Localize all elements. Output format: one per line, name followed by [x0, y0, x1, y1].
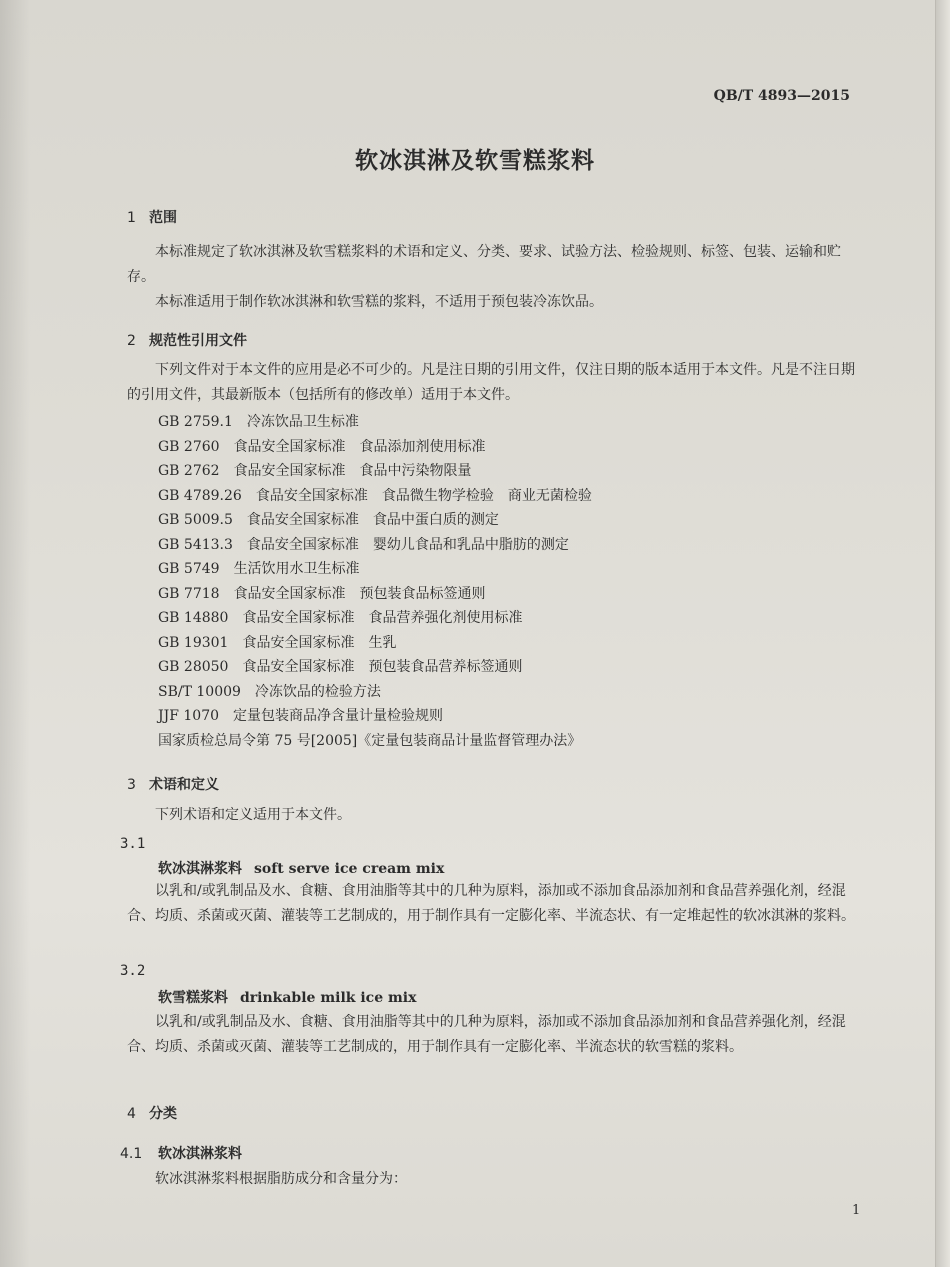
reference-code: GB 2762 — [158, 463, 220, 479]
section-4-heading — [127, 1103, 177, 1123]
section-2-title: 规范性引用文件 — [149, 333, 247, 349]
section-1-heading — [127, 207, 177, 227]
adjacent-page-edge — [935, 0, 950, 1267]
section-4-1-heading — [120, 1143, 242, 1163]
reference-code: JJF 1070 — [158, 708, 220, 724]
reference-name: 食品安全国家标准 食品微生物学检验 商业无菌检验 — [255, 487, 592, 504]
reference-code: SB/T 10009 — [158, 683, 241, 700]
reference-code: GB 5009.5 — [158, 512, 233, 528]
section-2-intro: 下列文件对于本文件的应用是必不可少的。凡是注日期的引用文件，仅注日期的版本适用于本文件。凡是不注日期的引用文件，其最新版本（包括所有的修改单）适用于本文件。 — [127, 362, 855, 403]
document-title: 软冰淇淋及软雪糕浆料 — [355, 147, 595, 174]
reference-code: GB 7718 — [158, 585, 220, 602]
reference-code: GB 2760 — [158, 438, 220, 455]
reference-name: 生活饮用水卫生标准 — [233, 561, 360, 577]
term-3-2-english: drinkable milk ice mix — [240, 990, 417, 1006]
reference-name: 食品安全国家标准 食品中蛋白质的测定 — [246, 512, 499, 528]
reference-name: 食品安全国家标准 食品中污染物限量 — [233, 463, 472, 479]
reference-item — [158, 655, 592, 680]
section-4-1-title: 软冰淇淋浆料 — [158, 1146, 242, 1162]
reference-item — [158, 680, 592, 705]
term-3-2-definition: 以乳和/或乳制品及水、食糖、食用油脂等其中的几种为原料，添加或不添加食品添加剂和食品营养强化剂，经混合、均质、杀菌或灭菌、灌装等工艺制成的，用于制作具有一定膨化率、半流态状的软雪糕的浆料。 — [127, 1014, 846, 1055]
reference-code: GB 5749 — [158, 561, 220, 577]
reference-name: 食品安全国家标准 食品营养强化剂使用标准 — [242, 610, 523, 626]
section-3-intro: 下列术语和定义适用于本文件。 — [155, 807, 351, 823]
section-4-number: 4 — [127, 1106, 136, 1122]
reference-name: 食品安全国家标准 婴幼儿食品和乳品中脂肪的测定 — [246, 536, 569, 553]
section-3-title: 术语和定义 — [149, 777, 219, 793]
reference-name: 食品安全国家标准 预包装食品标签通则 — [233, 585, 486, 602]
reference-code: GB 5413.3 — [158, 536, 233, 553]
reference-code: GB 4789.26 — [158, 487, 242, 504]
section-4-1-number: 4.1 — [120, 1146, 143, 1162]
term-3-2-chinese: 软雪糕浆料 — [158, 990, 228, 1006]
reference-item — [158, 508, 592, 533]
section-1-title: 范围 — [149, 210, 177, 226]
reference-name: 食品安全国家标准 生乳 — [242, 634, 397, 651]
section-2-heading — [127, 330, 247, 350]
reference-item — [158, 410, 592, 435]
reference-item — [158, 435, 592, 460]
term-3-1-number: 3.1 — [120, 836, 146, 852]
reference-code: GB 2759.1 — [158, 414, 233, 430]
section-4-title: 分类 — [149, 1106, 177, 1122]
section-1-paragraph-2: 本标准适用于制作软冰淇淋和软雪糕的浆料，不适用于预包装冷冻饮品。 — [155, 294, 603, 310]
reference-item — [158, 459, 592, 484]
section-1-number: 1 — [127, 210, 136, 226]
term-3-1-chinese: 软冰淇淋浆料 — [158, 861, 242, 877]
section-4-1-text: 软冰淇淋浆料根据脂肪成分和含量分为： — [155, 1171, 407, 1187]
section-2-number: 2 — [127, 333, 136, 349]
reference-name: 冷冻饮品的检验方法 — [254, 683, 381, 700]
document-code: QB/T 4893—2015 — [713, 88, 850, 104]
reference-item — [158, 582, 592, 607]
reference-item — [158, 729, 592, 754]
section-3-heading — [127, 774, 219, 794]
reference-name: 国家质检总局令第 75 号[2005]《定量包装商品计量监督管理办法》 — [158, 732, 582, 749]
page-number: 1 — [852, 1203, 861, 1218]
reference-item — [158, 704, 592, 729]
reference-name: 冷冻饮品卫生标准 — [246, 414, 359, 430]
reference-list — [158, 410, 592, 753]
reference-item — [158, 606, 592, 631]
term-3-1-definition: 以乳和/或乳制品及水、食糖、食用油脂等其中的几种为原料，添加或不添加食品添加剂和食品营养强化剂，经混合、均质、杀菌或灭菌、灌装等工艺制成的，用于制作具有一定膨化率、半流态状、有一定堆起性的软冰淇淋的浆料。 — [127, 883, 855, 924]
reference-code: GB 28050 — [158, 659, 229, 675]
reference-item — [158, 557, 592, 582]
term-3-2-number: 3.2 — [120, 963, 146, 979]
reference-code: GB 19301 — [158, 634, 229, 651]
reference-name: 食品安全国家标准 预包装食品营养标签通则 — [242, 659, 523, 675]
page-shadow — [0, 0, 30, 1267]
term-3-2-heading — [158, 987, 416, 1007]
reference-name: 定量包装商品净含量计量检验规则 — [233, 708, 444, 724]
section-1-paragraph-1: 本标准规定了软冰淇淋及软雪糕浆料的术语和定义、分类、要求、试验方法、检验规则、标签、包装、运输和贮存。 — [127, 244, 841, 285]
section-3-number: 3 — [127, 777, 136, 793]
reference-item — [158, 631, 592, 656]
term-3-1-heading — [158, 858, 444, 878]
reference-item — [158, 533, 592, 558]
reference-code: GB 14880 — [158, 610, 229, 626]
reference-item — [158, 484, 592, 509]
term-3-1-english: soft serve ice cream mix — [254, 861, 445, 877]
reference-name: 食品安全国家标准 食品添加剂使用标准 — [233, 438, 486, 455]
